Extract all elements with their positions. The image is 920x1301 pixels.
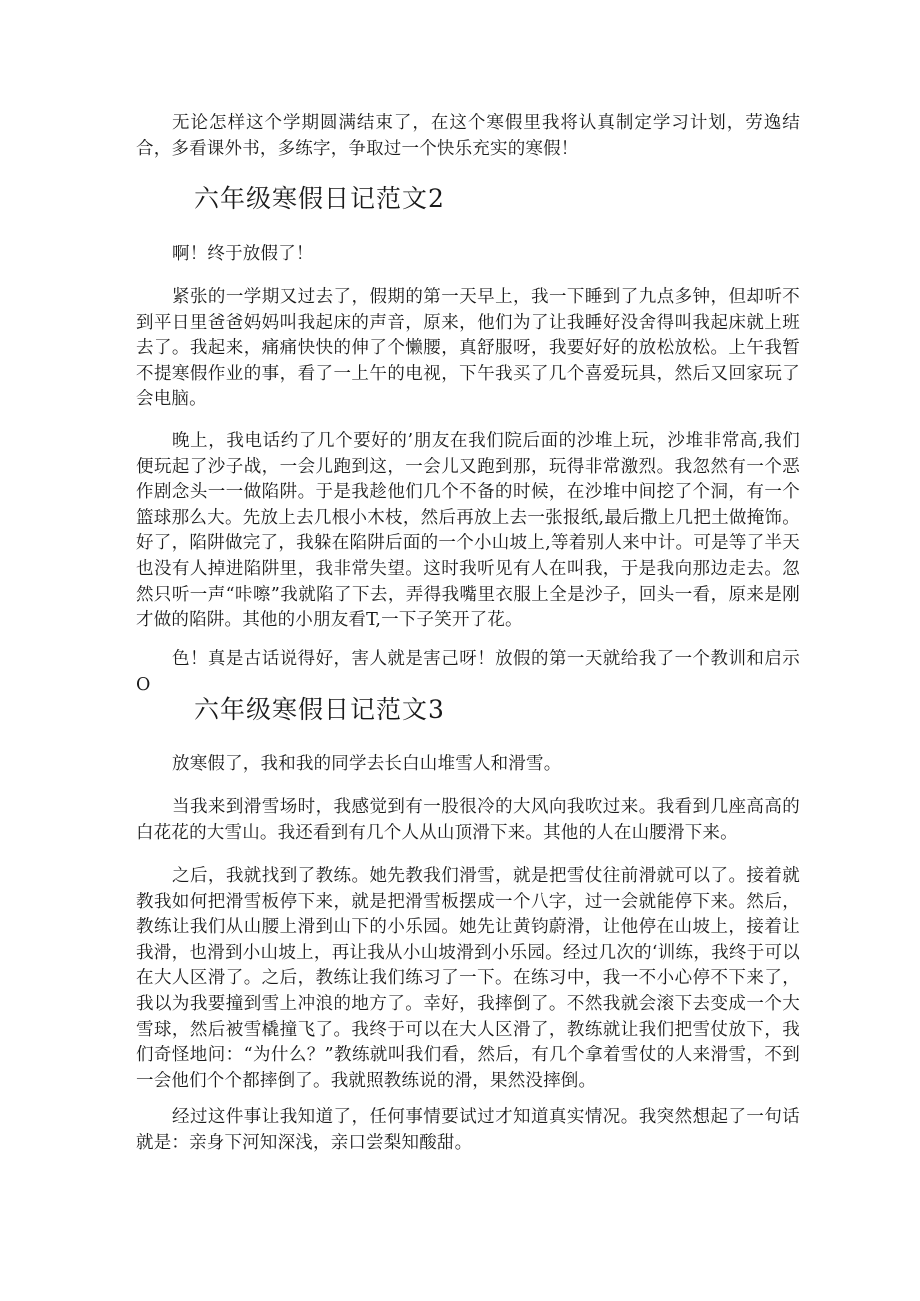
heading-diary-3: 六年级寒假日记范文3 bbox=[194, 695, 445, 724]
paragraph-changbai-trip: 放寒假了，我和我的同学去长白山堆雪人和滑雪。 bbox=[172, 754, 562, 774]
paragraph-conclusion: 经过这件事让我知道了，任何事情要试过才知道真实情况。我突然想起了一句话就是：亲身下河知深浅，亲口尝梨知酸甜。 bbox=[136, 1107, 800, 1153]
paragraph-ski-lesson: 之后，我就找到了教练。她先教我们滑雪，就是把雪仗往前滑就可以了。接着就教我如何把滑雪板停下来，就是把滑雪板摆成一个八字，过一会就能停下来。然后，教练让我们从山腰上滑到山下的小乐园。她先让黄钧蔚滑，让他停在山坡上，接着让我滑，也滑到小山坡上，再让我从小山坡滑到小乐园。经过几次的‘训练，我终于可以在大人区滑了。之后，教练让我们练习了一下。在练习中，我一不小心停不下来了，我以为我要撞到雪上冲浪的地方了。幸好，我摔倒了。不然我就会滚下去变成一个大雪球，然后被雪橇撞飞了。我终于可以在大人区滑了，教练就让我们把雪仗放下，我们奇怪地问：“为什么？”教练就叫我们看，然后，有几个拿着雪仗的人来滑雪，不到一会他们个个都摔倒了。我就照教练说的滑，果然没摔倒。 bbox=[136, 866, 800, 1091]
paragraph-lesson: 色！真是古话说得好，害人就是害己呀！放假的第一天就给我了一个教训和启示O bbox=[136, 649, 800, 695]
paragraph-intro-conclusion: 无论怎样这个学期圆满结束了，在这个寒假里我将认真制定学习计划，劳逸结合，多看课外书，多练字，争取过一个快乐充实的寒假！ bbox=[136, 113, 800, 159]
paragraph-sand-trap: 晚上，我电话约了几个要好的’朋友在我们院后面的沙堆上玩，沙堆非常高,我们便玩起了沙子战，一会儿跑到这，一会儿又跑到那，玩得非常激烈。我忽然有一个恶作剧念头一一做陷阱。于是我趁他们几个不备的时候，在沙堆中间挖了个洞，有一个篮球那么大。先放上去几根小木枝，然后再放上去一张报纸,最后撒上几把土做掩饰。好了，陷阱做完了，我躲在陷阱后面的一个小山坡上,等着别人来中计。可是等了半天也没有人掉进陷阱里，我非常失望。这时我听见有人在叫我，于是我向那边走去。忽然只听一声“咔嚓”我就陷了下去，弄得我嘴里衣服上全是沙子，回头一看，原来是刚才做的陷阱。其他的小朋友看T,一下子笑开了花。 bbox=[136, 431, 800, 631]
paragraph-ski-field: 当我来到滑雪场时，我感觉到有一股很冷的大风向我吹过来。我看到几座高高的白花花的大雪山。我还看到有几个人从山顶滑下来。其他的人在山腰滑下来。 bbox=[136, 797, 800, 843]
paragraph-holiday-start: 啊！终于放假了！ bbox=[172, 244, 314, 264]
heading-diary-2: 六年级寒假日记范文2 bbox=[194, 184, 445, 213]
paragraph-first-morning: 紧张的一学期又过去了，假期的第一天早上，我一下睡到了九点多钟，但却听不到平日里爸爸妈妈叫我起床的声音，原来，他们为了让我睡好没舍得叫我起床就上班去了。我起来，痛痛快快的伸了个懒腰，真舒服呀，我要好好的放松放松。上午我暂不提寒假作业的事，看了一上午的电视，下午我买了几个喜爱玩具，然后又回家玩了会电脑。 bbox=[136, 287, 800, 410]
